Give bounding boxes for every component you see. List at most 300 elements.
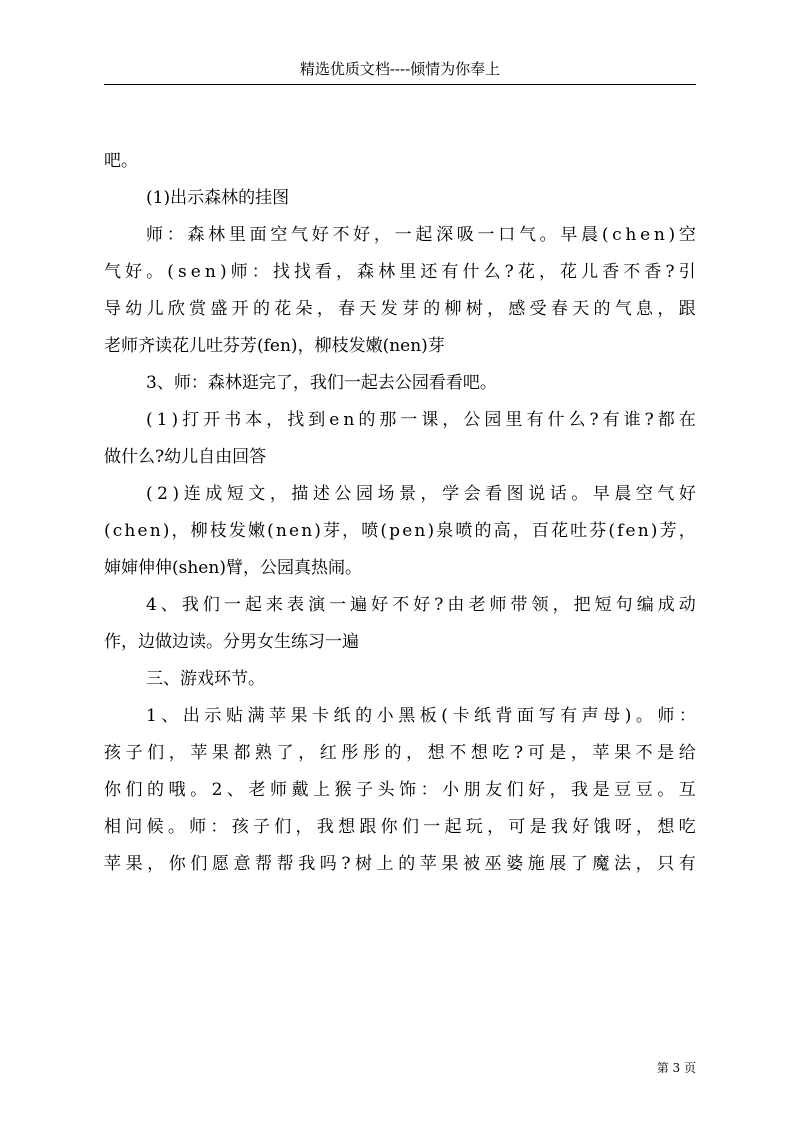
line-char: 苹 xyxy=(104,854,121,874)
line-char: 。 xyxy=(635,706,653,726)
line-char: 短 xyxy=(226,484,244,504)
line-char: 纸 xyxy=(473,706,491,726)
line-char: ( xyxy=(146,484,153,504)
line-char: 的 xyxy=(474,521,492,541)
line-char: 我 xyxy=(571,780,589,800)
text-line xyxy=(104,291,696,328)
line-char: 的 xyxy=(593,299,611,319)
line-char: 有 xyxy=(526,410,544,430)
line-char: 背 xyxy=(495,706,513,726)
line-char: 受 xyxy=(529,299,547,319)
line-char: 成 xyxy=(657,595,675,615)
line-char: 花 xyxy=(560,262,578,282)
line-char: 深 xyxy=(436,225,454,245)
text-line xyxy=(104,402,696,439)
line-char: 的 xyxy=(355,706,373,726)
line-char: 气 xyxy=(104,262,121,282)
line-char: 动 xyxy=(678,595,696,615)
line-char: 出 xyxy=(182,706,200,726)
line-char: 母 xyxy=(603,706,621,726)
line-char: 。 xyxy=(571,484,589,504)
line-char: 声 xyxy=(581,706,599,726)
line-char: 儿 xyxy=(581,262,599,282)
line-char: h xyxy=(124,521,136,541)
line-char: 柳 xyxy=(444,299,462,319)
line-char: 找 xyxy=(293,262,311,282)
line-char: 喷 xyxy=(455,521,473,541)
line-char: 气 xyxy=(518,225,536,245)
line-char: 天 xyxy=(572,299,590,319)
text-line xyxy=(104,365,696,402)
text-line xyxy=(104,439,696,476)
line-char: 柳 xyxy=(190,521,208,541)
line-char: 园 xyxy=(355,484,373,504)
line-char: 看 xyxy=(314,262,332,282)
line-char: 春 xyxy=(338,299,356,319)
line-char: 森 xyxy=(187,225,205,245)
line-char: 子 xyxy=(125,743,143,763)
line-char: 哦 xyxy=(168,780,186,800)
line-char: 口 xyxy=(498,225,516,245)
line-char: 场 xyxy=(377,484,395,504)
line-char: 我 xyxy=(316,817,334,837)
line-char: n xyxy=(275,521,287,541)
line-char: 一 xyxy=(223,595,241,615)
line-char: 开 xyxy=(231,299,249,319)
line-char: 、 xyxy=(226,780,244,800)
line-char: h xyxy=(625,225,637,245)
line-char: 的 xyxy=(147,780,165,800)
line-char: 孩 xyxy=(104,743,121,763)
line-char: e xyxy=(329,410,340,430)
line-char: ， xyxy=(316,299,334,319)
line-char: 本 xyxy=(245,410,263,430)
line-char: 2 xyxy=(211,780,223,800)
line-char: 起 xyxy=(444,817,462,837)
line-char: 找 xyxy=(287,410,305,430)
line-char: 只 xyxy=(657,854,675,874)
line-char: n xyxy=(653,225,665,245)
line-char: 呀 xyxy=(614,817,632,837)
line-char: ? xyxy=(504,262,514,282)
header-divider xyxy=(104,84,696,85)
line-char: 。 xyxy=(146,262,164,282)
line-char: 示 xyxy=(204,706,222,726)
line-char: ， xyxy=(298,743,316,763)
line-char: 一 xyxy=(400,410,418,430)
line-char: 法 xyxy=(614,854,631,874)
line-char: 、 xyxy=(160,595,178,615)
line-char: 、 xyxy=(161,706,179,726)
line-char: 芽 xyxy=(401,299,419,319)
line-char: 们 xyxy=(190,854,208,874)
page-number: 第 3 页 xyxy=(656,1061,696,1075)
line-char: ， xyxy=(487,817,505,837)
line-char: c xyxy=(612,225,622,245)
line-char: n xyxy=(343,410,355,430)
line-char: 高 xyxy=(493,521,511,541)
line-char: 4 xyxy=(146,595,157,615)
line-char: 晨 xyxy=(581,225,599,245)
line-char: e xyxy=(190,262,201,282)
line-char: 板 xyxy=(419,706,437,726)
line-char: 彤 xyxy=(362,743,380,763)
line-char: 1 xyxy=(156,410,168,430)
line-char: 愿 xyxy=(211,854,229,874)
line-char: 师 xyxy=(657,706,675,726)
line-char: 到 xyxy=(308,410,326,430)
line-char: ( xyxy=(441,706,448,726)
line-char: 果 xyxy=(211,743,229,763)
line-char: 互 xyxy=(678,780,696,800)
line-char: ) xyxy=(171,410,179,430)
line-char: ， xyxy=(147,854,165,874)
line-char: 吃 xyxy=(492,743,510,763)
line-char: 有 xyxy=(602,410,620,430)
line-char: 我 xyxy=(550,817,568,837)
line-char: 饰 xyxy=(399,780,417,800)
line-char: 写 xyxy=(538,706,556,726)
line-char: 早 xyxy=(560,225,578,245)
line-char: 贴 xyxy=(225,706,243,726)
line-char: ， xyxy=(549,780,567,800)
text-line xyxy=(104,328,696,365)
line-text: 吧。 xyxy=(104,151,138,171)
line-char: 么 xyxy=(483,262,501,282)
line-char: ， xyxy=(171,521,189,541)
line-char: 玩 xyxy=(465,817,483,837)
line-char: e xyxy=(289,521,300,541)
line-char: ： xyxy=(166,225,184,245)
line-char: f xyxy=(617,521,624,541)
line-char: 芽 xyxy=(323,521,341,541)
line-char: 给 xyxy=(678,743,696,763)
line-char: 施 xyxy=(527,854,545,874)
line-char: 开 xyxy=(203,410,221,430)
line-text: 三、游戏环节。 xyxy=(146,669,265,689)
line-char: 熟 xyxy=(255,743,273,763)
line-char: 苹 xyxy=(419,854,437,874)
line-char: n xyxy=(149,521,161,541)
line-char: 一 xyxy=(477,225,495,245)
line-char: p xyxy=(389,521,401,541)
line-char: 果 xyxy=(441,854,459,874)
text-line xyxy=(104,217,696,254)
line-char: 不 xyxy=(635,743,653,763)
text-line xyxy=(104,698,696,735)
line-char: 连 xyxy=(183,484,201,504)
line-char: 儿 xyxy=(146,299,164,319)
line-char: 看 xyxy=(485,484,503,504)
line-char: 还 xyxy=(420,262,438,282)
line-char: 导 xyxy=(104,299,121,319)
line-char: ? xyxy=(341,854,351,874)
line-char: ， xyxy=(406,743,424,763)
line-char: 气 xyxy=(657,484,675,504)
line-char: ， xyxy=(295,817,313,837)
line-char: ? xyxy=(434,595,444,615)
line-char: 小 xyxy=(442,780,460,800)
line-char: 魔 xyxy=(592,854,610,874)
line-char: 好 xyxy=(125,262,143,282)
line-char: 是 xyxy=(529,817,547,837)
line-char: 帮 xyxy=(276,854,294,874)
line-char: ， xyxy=(678,521,696,541)
line-char: ： xyxy=(251,262,269,282)
line-char: 树 xyxy=(465,299,483,319)
line-char: 子 xyxy=(356,780,374,800)
line-text: 婶婶伸伸(shen)臂，公园真热闹。 xyxy=(104,558,362,578)
document-body xyxy=(104,143,696,883)
line-char: 打 xyxy=(182,410,200,430)
line-char: 起 xyxy=(244,595,262,615)
line-char: ， xyxy=(657,299,675,319)
line-char: 师 xyxy=(230,262,248,282)
line-char: 红 xyxy=(319,743,337,763)
line-char: 谁 xyxy=(623,410,641,430)
line-char: ， xyxy=(512,521,530,541)
line-char: ) xyxy=(650,521,658,541)
line-char: 吐 xyxy=(570,521,588,541)
line-char: e xyxy=(402,521,413,541)
line-char: 面 xyxy=(249,225,267,245)
line-char: 意 xyxy=(233,854,251,874)
line-char: 可 xyxy=(508,817,526,837)
page-header: 精选优质文档----倾情为你奉上 xyxy=(299,60,501,78)
line-char: 芬 xyxy=(589,521,607,541)
line-char: 编 xyxy=(636,595,654,615)
line-char: e xyxy=(625,521,636,541)
line-char: 来 xyxy=(266,595,284,615)
line-char: 不 xyxy=(332,225,350,245)
line-char: 成 xyxy=(205,484,223,504)
line-char: e xyxy=(640,225,651,245)
line-char: ) xyxy=(162,521,170,541)
line-char: ， xyxy=(570,743,588,763)
line-char: 枝 xyxy=(209,521,227,541)
line-char: 想 xyxy=(470,743,488,763)
line-char: 上 xyxy=(376,854,394,874)
line-char: 都 xyxy=(233,743,251,763)
text-line xyxy=(104,661,696,698)
line-char: 彤 xyxy=(341,743,359,763)
line-char: 春 xyxy=(550,299,568,319)
line-char: 的 xyxy=(358,410,376,430)
line-char: ， xyxy=(487,299,505,319)
line-char: 早 xyxy=(592,484,610,504)
line-char: 师 xyxy=(146,225,163,245)
line-char: 赏 xyxy=(189,299,207,319)
line-char: 气 xyxy=(291,225,309,245)
line-char: 花 xyxy=(517,262,535,282)
line-char: 领 xyxy=(531,595,549,615)
line-text: 作，边做边读。分男女生练习一遍 xyxy=(104,632,359,652)
line-char: 书 xyxy=(224,410,242,430)
line-char: 把 xyxy=(573,595,591,615)
line-char: 师 xyxy=(269,780,287,800)
line-char: 们 xyxy=(274,817,292,837)
line-char: 。 xyxy=(167,817,185,837)
line-char: ? xyxy=(589,410,599,430)
line-char: 子 xyxy=(252,817,270,837)
line-char: 巫 xyxy=(484,854,502,874)
line-char: 苹 xyxy=(269,706,287,726)
line-char: 树 xyxy=(355,854,373,874)
line-char: ? xyxy=(644,410,654,430)
line-char: 们 xyxy=(125,780,143,800)
line-char: 戴 xyxy=(291,780,309,800)
line-char: ， xyxy=(636,817,654,837)
line-char: 由 xyxy=(447,595,465,615)
line-char: 一 xyxy=(329,595,347,615)
line-char: 婆 xyxy=(506,854,524,874)
line-char: 描 xyxy=(291,484,309,504)
line-char: ， xyxy=(373,225,391,245)
line-char: ( xyxy=(104,521,111,541)
line-char: 空 xyxy=(635,484,653,504)
line-char: 晨 xyxy=(614,484,632,504)
line-char: 。 xyxy=(539,225,557,245)
line-char: 候 xyxy=(146,817,164,837)
line-char: 遍 xyxy=(350,595,368,615)
line-char: 1 xyxy=(146,706,157,726)
line-char: 苹 xyxy=(190,743,208,763)
line-char: 不 xyxy=(449,743,467,763)
line-char: 园 xyxy=(484,410,502,430)
line-char: 老 xyxy=(248,780,266,800)
line-char: ： xyxy=(420,780,438,800)
line-char: ， xyxy=(168,743,186,763)
line-char: 们 xyxy=(147,743,165,763)
line-char: 友 xyxy=(485,780,503,800)
line-char: 演 xyxy=(308,595,326,615)
line-char: 空 xyxy=(270,225,288,245)
line-char: 里 xyxy=(399,262,417,282)
line-char: n xyxy=(301,521,313,541)
line-char: 起 xyxy=(415,225,433,245)
line-char: 香 xyxy=(602,262,620,282)
text-line xyxy=(104,550,696,587)
text-line xyxy=(104,809,696,846)
line-char: 是 xyxy=(549,743,567,763)
text-line xyxy=(104,624,696,661)
line-char: 说 xyxy=(528,484,546,504)
line-char: 百 xyxy=(531,521,549,541)
text-line xyxy=(104,143,696,180)
line-text: 3、师：森林逛完了，我们一起去公园看看吧。 xyxy=(146,373,497,393)
line-char: 好 xyxy=(413,595,431,615)
line-char: 课 xyxy=(421,410,439,430)
line-char: ： xyxy=(210,817,228,837)
line-char: s xyxy=(177,262,187,282)
line-text: 做什么?幼儿自由回答 xyxy=(104,447,267,467)
line-char: 香 xyxy=(644,262,662,282)
line-char: ( xyxy=(608,521,615,541)
line-char: ( xyxy=(380,521,388,541)
line-char: 气 xyxy=(614,299,632,319)
line-char: n xyxy=(204,262,216,282)
line-char: ) xyxy=(314,521,321,541)
line-char: 你 xyxy=(168,854,186,874)
text-line xyxy=(104,772,696,809)
line-char: ? xyxy=(513,743,524,763)
line-char: 有 xyxy=(560,706,578,726)
line-char: 想 xyxy=(338,817,356,837)
line-char: 在 xyxy=(678,410,696,430)
line-char: ， xyxy=(336,262,354,282)
line-char: ( xyxy=(146,410,153,430)
line-char: 豆 xyxy=(614,780,632,800)
line-char: 黑 xyxy=(398,706,416,726)
line-char: 。 xyxy=(657,780,675,800)
line-char: 盛 xyxy=(210,299,228,319)
line-char: 跟 xyxy=(359,817,377,837)
line-char: 欣 xyxy=(167,299,185,319)
line-char: ， xyxy=(635,854,653,874)
line-char: 问 xyxy=(125,817,143,837)
line-char: 什 xyxy=(462,262,480,282)
line-char: 老 xyxy=(468,595,486,615)
line-char: 公 xyxy=(463,410,481,430)
line-char: 面 xyxy=(517,706,535,726)
line-char: 发 xyxy=(380,299,398,319)
line-char: 话 xyxy=(549,484,567,504)
line-char: 我 xyxy=(298,854,316,874)
line-char: 会 xyxy=(463,484,481,504)
line-char: 展 xyxy=(549,854,567,874)
line-char: 被 xyxy=(462,854,480,874)
line-char: ) xyxy=(172,484,180,504)
line-char: 是 xyxy=(657,743,675,763)
text-line xyxy=(104,180,696,217)
line-char: 天 xyxy=(359,299,377,319)
line-char: ： xyxy=(678,706,696,726)
line-char: 上 xyxy=(312,780,330,800)
line-char: 句 xyxy=(615,595,633,615)
line-char: 喷 xyxy=(361,521,379,541)
line-char: 空 xyxy=(678,225,696,245)
line-char: 公 xyxy=(334,484,352,504)
line-char: 息 xyxy=(636,299,654,319)
line-char: 你 xyxy=(104,780,121,800)
line-char: 我 xyxy=(181,595,199,615)
line-char: ， xyxy=(342,521,360,541)
line-char: ) xyxy=(427,521,435,541)
line-char: ， xyxy=(420,484,438,504)
text-line xyxy=(104,476,696,513)
line-char: 好 xyxy=(353,225,371,245)
line-char: 苹 xyxy=(592,743,610,763)
line-char: 可 xyxy=(527,743,545,763)
line-char: 感 xyxy=(508,299,526,319)
line-char: 带 xyxy=(510,595,528,615)
line-char: 饿 xyxy=(593,817,611,837)
line-char: 。 xyxy=(190,780,208,800)
line-char: 不 xyxy=(392,595,410,615)
line-char: 想 xyxy=(657,817,675,837)
line-char: 纸 xyxy=(333,706,351,726)
line-char: 好 xyxy=(528,780,546,800)
line-char: 们 xyxy=(506,780,524,800)
line-char: 图 xyxy=(506,484,524,504)
text-line xyxy=(104,254,696,291)
line-char: 引 xyxy=(678,262,696,282)
line-char: 卡 xyxy=(312,706,330,726)
line-char: ， xyxy=(442,410,460,430)
line-char: 吗 xyxy=(319,854,337,874)
line-char: 好 xyxy=(572,817,590,837)
line-char: 猴 xyxy=(334,780,352,800)
